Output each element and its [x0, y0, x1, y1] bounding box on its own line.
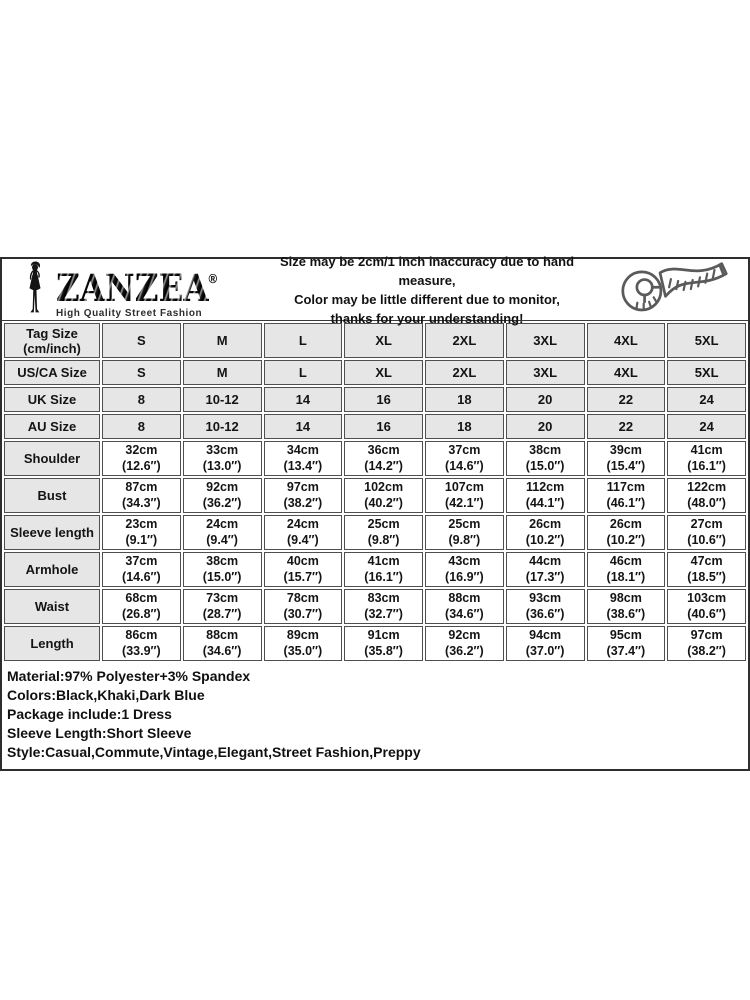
measure-inch: (38.2″): [283, 495, 323, 510]
measure-cm: 41cm: [367, 554, 400, 568]
size-value-cell: 2XL: [425, 360, 504, 385]
measure-value-cell: [425, 478, 504, 513]
measure-inch: (33.9″): [122, 643, 161, 658]
measure-value-cell: [667, 626, 746, 661]
measure-value-cell: [264, 552, 343, 587]
measure-inch: (30.7″): [283, 606, 323, 621]
measure-value-cell: [102, 515, 181, 550]
size-value-cell: 24: [667, 387, 746, 412]
measure-inch: (10.2″): [525, 532, 565, 547]
header: [2, 253, 748, 326]
measure-cm: 68cm: [125, 591, 158, 605]
measure-inch: (16.9″): [445, 569, 484, 584]
measure-value-cell: [425, 552, 504, 587]
measure-cm: 24cm: [206, 517, 239, 531]
detail-line-colors: Colors:Black,Khaki,Dark Blue: [7, 687, 205, 703]
size-value-cell: L: [264, 360, 343, 385]
measure-cm: 46cm: [609, 554, 642, 568]
row-label-cell: [4, 323, 100, 358]
measure-cm: 37cm: [448, 443, 481, 457]
table-row-measure: [4, 552, 746, 587]
size-value-cell: 14: [264, 414, 343, 439]
measure-cm: 97cm: [690, 628, 723, 642]
measure-value-cell: [183, 441, 262, 476]
table-row-size: [4, 387, 746, 412]
size-table-body: [4, 323, 746, 661]
table-row-measure: [4, 441, 746, 476]
measure-value-cell: [587, 552, 666, 587]
measure-inch: (16.1″): [687, 458, 726, 473]
measure-value-cell: [102, 626, 181, 661]
measure-inch: (34.3″): [122, 495, 161, 510]
size-table: [2, 321, 748, 663]
measure-value-cell: [344, 478, 423, 513]
size-value-cell: S: [102, 360, 181, 385]
row-label-line: Tag Size: [26, 325, 78, 341]
measure-inch: (18.1″): [606, 569, 646, 584]
measure-inch: (12.6″): [122, 458, 161, 473]
measure-cm: 24cm: [286, 517, 319, 531]
size-value-cell: 20: [506, 387, 585, 412]
brand-tagline: High Quality Street Fashion: [56, 306, 203, 319]
logo-text: [56, 261, 239, 319]
measure-cm: 23cm: [125, 517, 158, 531]
measure-value-cell: [667, 478, 746, 513]
registered-mark: ®: [208, 270, 218, 286]
measure-inch: (44.1″): [525, 495, 565, 510]
measure-inch: (34.6″): [445, 606, 484, 621]
notice-line: Size may be 2cm/1 inch inaccuracy due to hand measure,: [279, 253, 575, 288]
measure-value-cell: [587, 441, 666, 476]
measure-inch: (14.6″): [122, 569, 161, 584]
row-label-cell: Sleeve length: [4, 515, 100, 550]
measure-value-cell: [425, 589, 504, 624]
measure-cm: 89cm: [286, 628, 319, 642]
tape-icon-area: [600, 260, 748, 320]
measure-cm: 41cm: [690, 443, 723, 457]
measuring-tape-icon: [611, 260, 729, 320]
measure-inch: (14.6″): [445, 458, 484, 473]
measure-cm: 34cm: [286, 443, 319, 457]
size-value-cell: 18: [425, 414, 504, 439]
measure-cm: 73cm: [206, 591, 239, 605]
measure-notice: [254, 252, 600, 328]
detail-line-package: Package include:1 Dress: [7, 706, 172, 722]
measure-value-cell: [344, 626, 423, 661]
measure-inch: (28.7″): [202, 606, 242, 621]
size-value-cell: 10-12: [183, 387, 262, 412]
table-row-size: [4, 360, 746, 385]
measure-cm: 91cm: [367, 628, 400, 642]
measure-value-cell: [102, 589, 181, 624]
size-value-cell: 16: [344, 414, 423, 439]
size-value-cell: 20: [506, 414, 585, 439]
measure-value-cell: [264, 589, 343, 624]
table-row-measure: [4, 589, 746, 624]
measure-inch: (17.3″): [525, 569, 565, 584]
measure-value-cell: [587, 626, 666, 661]
measure-cm: 103cm: [687, 591, 727, 605]
measure-value-cell: [183, 515, 262, 550]
measure-value-cell: [667, 441, 746, 476]
measure-cm: 94cm: [529, 628, 562, 642]
detail-line-material: Material:97% Polyester+3% Spandex: [7, 668, 251, 684]
size-value-cell: 16: [344, 387, 423, 412]
measure-value-cell: [344, 552, 423, 587]
measure-cm: 38cm: [206, 554, 239, 568]
measure-inch: (48.0″): [687, 495, 726, 510]
measure-cm: 98cm: [609, 591, 642, 605]
row-label-cell: UK Size: [4, 387, 100, 412]
measure-value-cell: [264, 515, 343, 550]
measure-value-cell: [264, 441, 343, 476]
size-column-header-cell: 3XL: [506, 323, 585, 358]
size-column-header-cell: XL: [344, 323, 423, 358]
measure-inch: (36.2″): [445, 643, 484, 658]
measure-inch: (18.5″): [687, 569, 726, 584]
measure-inch: (10.2″): [606, 532, 646, 547]
size-value-cell: M: [183, 360, 262, 385]
measure-cm: 32cm: [125, 443, 158, 457]
measure-inch: (9.4″): [287, 532, 319, 547]
measure-cm: 92cm: [448, 628, 481, 642]
measure-value-cell: [506, 626, 585, 661]
measure-inch: (35.0″): [283, 643, 323, 658]
measure-inch: (16.1″): [364, 569, 403, 584]
measure-inch: (40.2″): [364, 495, 403, 510]
measure-value-cell: [264, 478, 343, 513]
measure-value-cell: [344, 515, 423, 550]
size-value-cell: 24: [667, 414, 746, 439]
measure-cm: 43cm: [448, 554, 481, 568]
measure-value-cell: [506, 515, 585, 550]
measure-value-cell: [506, 589, 585, 624]
measure-inch: (38.6″): [606, 606, 646, 621]
measure-inch: (9.8″): [448, 532, 481, 547]
brand-name: ZANZEA®: [56, 261, 217, 306]
measure-cm: 122cm: [687, 480, 727, 494]
measure-inch: (37.4″): [606, 643, 646, 658]
measure-value-cell: [344, 441, 423, 476]
measure-inch: (15.7″): [283, 569, 323, 584]
measure-cm: 95cm: [609, 628, 642, 642]
product-details: [2, 663, 748, 769]
measure-inch: (42.1″): [445, 495, 484, 510]
row-label-cell: Armhole: [4, 552, 100, 587]
measure-inch: (13.0″): [202, 458, 242, 473]
measure-inch: (15.0″): [525, 458, 565, 473]
measure-value-cell: [344, 589, 423, 624]
measure-cm: 107cm: [444, 480, 484, 494]
measure-cm: 102cm: [364, 480, 404, 494]
row-label-line: (cm/inch): [23, 340, 81, 356]
measure-inch: (15.4″): [606, 458, 646, 473]
measure-cm: 33cm: [206, 443, 239, 457]
detail-line-style: Style:Casual,Commute,Vintage,Elegant,Street Fashion,Preppy: [7, 744, 421, 760]
measure-inch: (34.6″): [202, 643, 242, 658]
measure-cm: 25cm: [367, 517, 400, 531]
size-value-cell: XL: [344, 360, 423, 385]
measure-inch: (9.4″): [206, 532, 238, 547]
detail-line-sleeve: Sleeve Length:Short Sleeve: [7, 725, 192, 741]
woman-silhouette-icon: [18, 261, 52, 319]
size-column-header-cell: 2XL: [425, 323, 504, 358]
table-row-measure: [4, 515, 746, 550]
measure-value-cell: [667, 552, 746, 587]
table-row-tag-size: [4, 323, 746, 358]
measure-cm: 47cm: [690, 554, 723, 568]
notice-line: thanks for your understanding!: [330, 310, 524, 326]
size-column-header-cell: 4XL: [587, 323, 666, 358]
size-value-cell: 14: [264, 387, 343, 412]
measure-value-cell: [102, 478, 181, 513]
size-value-cell: 22: [587, 414, 666, 439]
measure-value-cell: [183, 626, 262, 661]
size-value-cell: 5XL: [667, 360, 746, 385]
table-row-measure: [4, 478, 746, 513]
measure-cm: 117cm: [606, 480, 645, 494]
measure-value-cell: [587, 515, 666, 550]
measure-cm: 83cm: [367, 591, 400, 605]
measure-cm: 37cm: [125, 554, 158, 568]
size-value-cell: 3XL: [506, 360, 585, 385]
measure-value-cell: [587, 478, 666, 513]
measure-cm: 92cm: [206, 480, 239, 494]
measure-cm: 36cm: [367, 443, 400, 457]
measure-value-cell: [102, 441, 181, 476]
size-value-cell: 8: [102, 387, 181, 412]
row-label-cell: Waist: [4, 589, 100, 624]
table-row-measure: [4, 626, 746, 661]
size-column-header-cell: L: [264, 323, 343, 358]
measure-inch: (46.1″): [606, 495, 646, 510]
measure-cm: 40cm: [286, 554, 319, 568]
row-label-cell: Length: [4, 626, 100, 661]
row-label-cell: US/CA Size: [4, 360, 100, 385]
measure-inch: (10.6″): [687, 532, 726, 547]
size-value-cell: 8: [102, 414, 181, 439]
size-column-header-cell: S: [102, 323, 181, 358]
measure-cm: 39cm: [609, 443, 642, 457]
measure-value-cell: [183, 552, 262, 587]
measure-inch: (9.8″): [367, 532, 400, 547]
size-column-header-cell: M: [183, 323, 262, 358]
measure-cm: 44cm: [529, 554, 562, 568]
measure-inch: (15.0″): [202, 569, 242, 584]
notice-line: Color may be little different due to monitor,: [294, 291, 560, 307]
size-column-header-cell: 5XL: [667, 323, 746, 358]
measure-value-cell: [587, 589, 666, 624]
measure-inch: (35.8″): [364, 643, 403, 658]
measure-cm: 38cm: [529, 443, 562, 457]
measure-value-cell: [425, 441, 504, 476]
measure-value-cell: [506, 552, 585, 587]
measure-value-cell: [425, 515, 504, 550]
measure-cm: 88cm: [448, 591, 481, 605]
measure-cm: 78cm: [286, 591, 319, 605]
measure-inch: (40.6″): [687, 606, 726, 621]
measure-value-cell: [264, 626, 343, 661]
measure-value-cell: [667, 515, 746, 550]
size-chart-sheet: [0, 253, 750, 771]
size-value-cell: 22: [587, 387, 666, 412]
size-value-cell: 10-12: [183, 414, 262, 439]
row-label-cell: AU Size: [4, 414, 100, 439]
measure-value-cell: [506, 478, 585, 513]
measure-cm: 112cm: [526, 480, 565, 494]
measure-cm: 93cm: [529, 591, 562, 605]
measure-cm: 97cm: [286, 480, 319, 494]
measure-inch: (26.8″): [122, 606, 161, 621]
measure-inch: (36.2″): [202, 495, 242, 510]
measure-inch: (37.0″): [525, 643, 565, 658]
measure-cm: 25cm: [448, 517, 481, 531]
measure-inch: (9.1″): [125, 532, 158, 547]
measure-cm: 27cm: [690, 517, 723, 531]
measure-cm: 88cm: [206, 628, 239, 642]
measure-inch: (36.6″): [525, 606, 565, 621]
size-value-cell: 4XL: [587, 360, 666, 385]
row-label-cell: Bust: [4, 478, 100, 513]
measure-inch: (32.7″): [364, 606, 403, 621]
measure-value-cell: [667, 589, 746, 624]
measure-cm: 26cm: [609, 517, 642, 531]
size-value-cell: 18: [425, 387, 504, 412]
measure-cm: 86cm: [125, 628, 158, 642]
measure-value-cell: [506, 441, 585, 476]
measure-value-cell: [425, 626, 504, 661]
measure-inch: (38.2″): [687, 643, 726, 658]
brand-logo: [2, 261, 254, 319]
measure-value-cell: [102, 552, 181, 587]
measure-value-cell: [183, 589, 262, 624]
measure-value-cell: [183, 478, 262, 513]
measure-inch: (14.2″): [364, 458, 403, 473]
table-row-size: [4, 414, 746, 439]
row-label-cell: Shoulder: [4, 441, 100, 476]
measure-cm: 87cm: [125, 480, 158, 494]
measure-inch: (13.4″): [283, 458, 323, 473]
measure-cm: 26cm: [529, 517, 562, 531]
